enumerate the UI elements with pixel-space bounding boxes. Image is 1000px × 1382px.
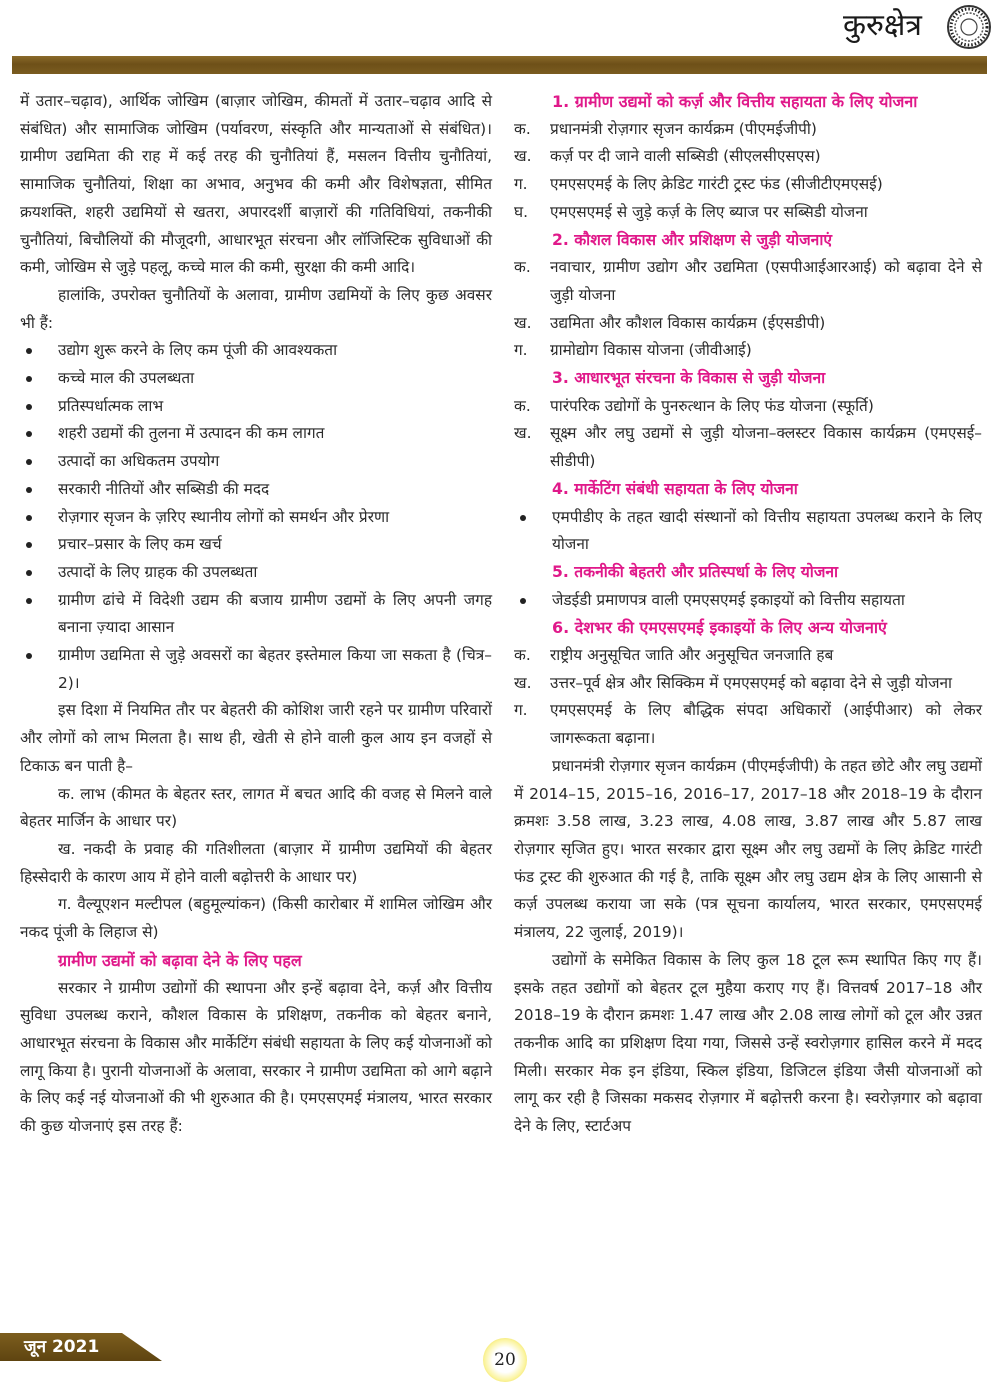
scheme-list <box>514 393 982 476</box>
list-item: ग. एमएसएमई के लिए क्रेडिट गारंटी ट्रस्ट फंड (सीजीटीएमएसई) <box>514 175 883 194</box>
scheme-group-heading: 5. तकनीकी बेहतरी और प्रतिस्पर्धा के लिए योजना <box>552 562 839 581</box>
ashoka-chakra-emblem-icon <box>946 4 992 50</box>
scheme-list <box>514 116 982 227</box>
scheme-group-heading: 1. ग्रामीण उद्यमों को कर्ज़ और वित्तीय सहायता के लिए योजना <box>552 92 918 111</box>
list-item: कच्चे माल की उपलब्धता <box>20 365 492 393</box>
left-column <box>20 88 492 1141</box>
list-item: उद्योग शुरू करने के लिए कम पूंजी की आवश्यकता <box>20 337 492 365</box>
list-item: प्रतिस्पर्धात्मक लाभ <box>20 393 492 421</box>
list-item: रोज़गार सृजन के ज़रिए स्थानीय लोगों को समर्थन और प्रेरणा <box>20 504 492 532</box>
list-item: जेडईडी प्रमाणपत्र वाली एमएसएमई इकाइयों को वित्तीय सहायता <box>514 587 982 615</box>
bullet-icon <box>26 570 32 576</box>
bullet-icon <box>26 542 32 548</box>
section-paragraph: सरकार ने ग्रामीण उद्योगों की स्थापना और इन्हें बढ़ावा देने, कर्ज़ और वित्तीय सुविधा उपलब्ध कराने, कौशल विकास के प्रशिक्षण, तकनीक को बेहतर बनाने, आधारभूत संरचना के विकास और मार्केटिंग संबंधी सहायता के लिए कई योजनाओं को लागू किया है। पुरानी योजनाओं के अलावा, सरकार ने ग्रामीण उद्यमिता को आगे बढ़ाने के लिए कई नई योजनाओं की भी शुरुआत की है। एमएसएमई मंत्रालय, भारत सरकार की कुछ योजनाएं इस तरह हैं: <box>20 978 492 1136</box>
section-heading: ग्रामीण उद्यमों को बढ़ावा देने के लिए पहल <box>58 950 302 970</box>
issue-date: जून 2021 <box>24 1337 100 1357</box>
opportunities-list <box>20 337 492 697</box>
list-item: ख. उद्यमिता और कौशल विकास कार्यक्रम (ईएसडीपी) <box>514 313 826 332</box>
masthead <box>0 0 1000 56</box>
benefit-paragraph: इस दिशा में नियमित तौर पर बेहतरी की कोशिश जारी रहने पर ग्रामीण परिवारों और लोगों को लाभ मिलता है। साथ ही, खेती से होने वाली कुल आय इन वजहों से टिकाऊ बन पाती है– <box>20 701 492 775</box>
list-item: उत्पादों के लिए ग्राहक की उपलब्धता <box>20 559 492 587</box>
list-item: घ. एमएसएमई से जुड़े कर्ज़ के लिए ब्याज पर सब्सिडी योजना <box>514 202 868 221</box>
list-item: शहरी उद्यमों की तुलना में उत्पादन की कम लागत <box>20 420 492 448</box>
bullet-icon <box>26 431 32 437</box>
toolroom-paragraph: उद्योगों के समेकित विकास के लिए कुल 18 टूल रूम स्थापित किए गए हैं। इसके तहत उद्योगों को बेहतर टूल मुहैया कराए गए हैं। वित्तवर्ष 2017–18 और 2018–19 के दौरान क्रमशः 1.47 लाख और 2.08 लाख लोगों को टूल और उन्नत तकनीक आदि का प्रशिक्षण दिया गया, जिससे उन्हें स्वरोज़गार हासिल करने में मदद मिली। सरकार मेक इन इंडिया, स्किल इंडिया, डिजिटल इंडिया जैसी योजनाओं को लागू कर रही है जिसका मकसद रोज़गार में बढ़ोत्तरी करना है। स्वरोज़गार को बढ़ावा देने के लिए, स्टार्टअप <box>514 950 982 1136</box>
list-item: क. प्रधानमंत्री रोज़गार सृजन कार्यक्रम (पीएमईजीपी) <box>514 119 817 138</box>
list-item: क. राष्ट्रीय अनुसूचित जाति और अनुसूचित जनजाति हब <box>514 646 834 665</box>
list-item: ग. एमएसएमई के लिए बौद्धिक संपदा अधिकारों (आईपीआर) को लेकर जागरूकता बढ़ाना। <box>514 701 982 748</box>
list-item: ग्रामीण उद्यमिता से जुड़े अवसरों का बेहतर इस्तेमाल किया जा सकता है (चित्र–2)। <box>20 642 492 697</box>
bullet-icon <box>26 515 32 521</box>
list-item: ख. सूक्ष्म और लघु उद्यमों से जुड़ी योजना–क्लस्टर विकास कार्यक्रम (एमएसई–सीडीपी) <box>514 424 982 471</box>
scheme-list <box>514 587 982 615</box>
list-item: एमपीडीए के तहत खादी संस्थानों को वित्तीय सहायता उपलब्ध कराने के लिए योजना <box>514 504 982 559</box>
bullet-icon <box>26 376 32 382</box>
bullet-icon <box>26 459 32 465</box>
header-decorative-band <box>12 56 987 74</box>
opportunities-intro: हालांकि, उपरोक्त चुनौतियों के अलावा, ग्रामीण उद्यमियों के लिए कुछ अवसर भी हैं: <box>20 285 492 332</box>
bullet-icon <box>26 487 32 493</box>
bullet-icon <box>26 404 32 410</box>
scheme-list <box>514 504 982 559</box>
list-item: ग्रामीण ढांचे में विदेशी उद्यम की बजाय ग्रामीण उद्यमों के लिए अपनी जगह बनाना ज़्यादा आसान <box>20 587 492 642</box>
bullet-icon <box>26 653 32 659</box>
bullet-icon <box>26 598 32 604</box>
list-item: ग. ग्रामोद्योग विकास योजना (जीवीआई) <box>514 341 752 360</box>
list-item: क. पारंपरिक उद्योगों के पुनरुत्थान के लिए फंड योजना (स्फूर्ति) <box>514 396 874 415</box>
list-item: सरकारी नीतियों और सब्सिडी की मदद <box>20 476 492 504</box>
right-column <box>514 88 982 1141</box>
scheme-list <box>514 254 982 365</box>
list-item: क. नवाचार, ग्रामीण उद्योग और उद्यमिता (एसपीआईआरआई) को बढ़ावा देने से जुड़ी योजना <box>514 258 982 304</box>
benefit-item: ग. वैल्यूएशन मल्टीपल (बहुमूल्यांकन) (किसी कारोबार में शामिल जोखिम और नकद पूंजी के लिहाज से) <box>20 895 492 942</box>
list-item: ख. उत्तर–पूर्व क्षेत्र और सिक्किम में एमएसएमई को बढ़ावा देने से जुड़ी योजना <box>514 673 953 692</box>
list-item: उत्पादों का अधिकतम उपयोग <box>20 448 492 476</box>
benefit-item: ख. नकदी के प्रवाह की गतिशीलता (बाज़ार में ग्रामीण उद्यमियों की बेहतर हिस्सेदारी के कारण आय में होने वाली बढ़ोत्तरी के आधार पर) <box>20 839 492 886</box>
pmegp-paragraph: प्रधानमंत्री रोज़गार सृजन कार्यक्रम (पीएमईजीपी) के तहत छोटे और लघु उद्यमों में 2014–15, 2015–16, 2016–17, 2017–18 और 2018–19 के दौरान क्रमशः 3.58 लाख, 3.23 लाख, 4.08 लाख, 3.87 लाख और 5.87 लाख रोज़गार सृजित हुए। भारत सरकार द्वारा सूक्ष्म और लघु उद्यमों के लिए क्रेडिट गारंटी फंड ट्रस्ट की शुरुआत की गई है, ताकि सूक्ष्म और लघु उद्यम क्षेत्र के लिए आसानी से कर्ज़ उपलब्ध कराया जा सके (पत्र सूचना कार्यालय, भारत सरकार, एमएसएमई मंत्रालय, 22 जुलाई, 2019)। <box>514 756 982 942</box>
intro-paragraph: में उतार–चढ़ाव), आर्थिक जोखिम (बाज़ार जोखिम, कीमतों में उतार–चढ़ाव आदि से संबंधित) और सामाजिक जोखिम (पर्यावरण, संस्कृति और मान्यताओं से संबंधित)। ग्रामीण उद्यमिता की राह में कई तरह की चुनौतियां हैं, मसलन वित्तीय चुनौतियां, सामाजिक चुनौतियां, शिक्षा का अभाव, अनुभव की कमी और विशेषज्ञता, सीमित क्रयशक्ति, शहरी उद्यमियों से खतरा, अपारदर्शी बाज़ारों की गतिविधियां, तकनीकी चुनौतियां, बिचौलियों की मौजूदगी, आधारभूत संरचना और लॉजिस्टिक सुविधाओं की कमी, जोखिम से जुड़े पहलू, कच्चे माल की कमी, सुरक्षा की कमी आदि। <box>20 92 492 277</box>
bullet-icon <box>520 598 526 604</box>
scheme-group-heading: 6. देशभर की एमएसएमई इकाइयों के लिए अन्य योजनाएं <box>552 618 887 638</box>
bullet-icon <box>26 348 32 354</box>
benefit-item: क. लाभ (कीमत के बेहतर स्तर, लागत में बचत आदि की वजह से मिलने वाले बेहतर मार्जिन के आधार पर) <box>20 784 492 831</box>
magazine-title: कुरुक्षेत्र <box>842 8 922 43</box>
page-number: 20 <box>483 1338 527 1382</box>
list-item: प्रचार–प्रसार के लिए कम खर्च <box>20 531 492 559</box>
scheme-group-heading: 3. आधारभूत संरचना के विकास से जुड़ी योजना <box>552 369 826 388</box>
scheme-list <box>514 642 982 753</box>
bullet-icon <box>520 515 526 521</box>
list-item: ख. कर्ज़ पर दी जाने वाली सब्सिडी (सीएलसीएसएस) <box>514 147 821 166</box>
scheme-group-heading: 2. कौशल विकास और प्रशिक्षण से जुड़ी योजनाएं <box>552 230 832 249</box>
scheme-group-heading: 4. मार्केटिंग संबंधी सहायता के लिए योजना <box>552 479 798 498</box>
